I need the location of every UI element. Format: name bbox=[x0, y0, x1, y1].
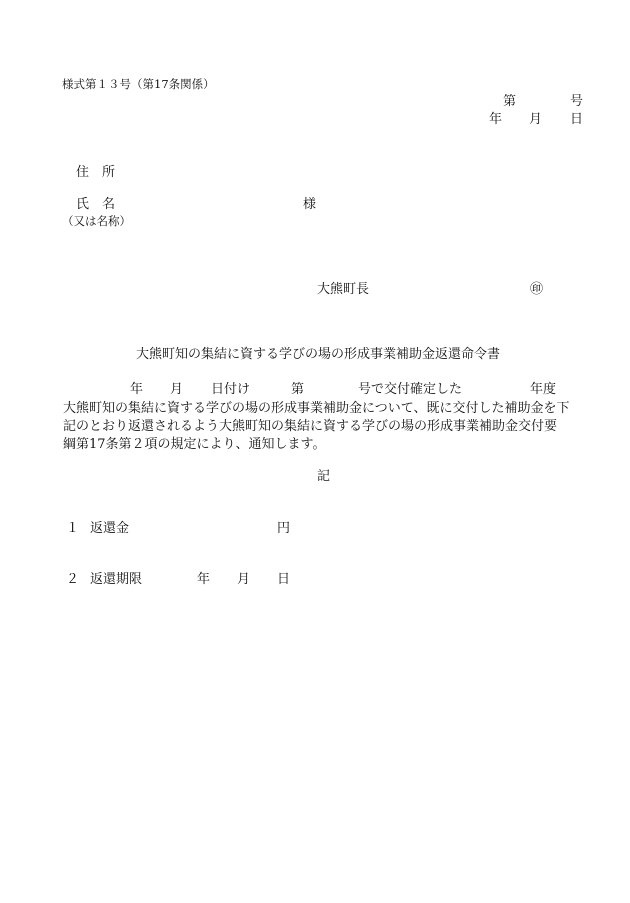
body-hizuke: 日付け bbox=[211, 382, 251, 397]
body-year: 年 bbox=[130, 382, 144, 397]
item-label-refund-amount: 返還金 bbox=[90, 521, 130, 536]
body-line: 綱第17条第２項の規定により、通知します。 bbox=[63, 437, 326, 452]
form-number: 様式第１３号（第17条関係） bbox=[62, 77, 215, 91]
ki-marker: 記 bbox=[317, 469, 331, 484]
body-nendo: 年度 bbox=[530, 382, 557, 397]
date-year: 年 bbox=[489, 112, 503, 127]
body-line: 大熊町知の集結に資する学びの場の形成事業補助金について、既に交付した補助金を下 bbox=[63, 401, 570, 416]
item-number: ２ bbox=[66, 572, 80, 587]
doc-number-dai: 第 bbox=[503, 94, 517, 109]
date-month: 月 bbox=[529, 112, 543, 127]
document-title: 大熊町知の集結に資する学びの場の形成事業補助金返還命令書 bbox=[136, 347, 501, 362]
doc-number-go: 号 bbox=[570, 94, 584, 109]
item-unit-yen: 円 bbox=[277, 521, 291, 536]
name-note: （又は名称） bbox=[62, 214, 131, 228]
address-label: 住 所 bbox=[76, 165, 116, 180]
deadline-year: 年 bbox=[197, 572, 211, 587]
seal-mark: ㊞ bbox=[530, 282, 544, 297]
honorific: 様 bbox=[303, 197, 317, 212]
item-number: １ bbox=[66, 521, 80, 536]
deadline-month: 月 bbox=[237, 572, 251, 587]
body-go-text: 号で交付確定した bbox=[358, 382, 463, 397]
name-label: 氏 名 bbox=[76, 197, 116, 212]
item-label-refund-deadline: 返還期限 bbox=[90, 572, 143, 587]
issuer-title: 大熊町長 bbox=[317, 282, 370, 297]
body-month: 月 bbox=[170, 382, 184, 397]
deadline-day: 日 bbox=[277, 572, 291, 587]
date-day: 日 bbox=[570, 112, 584, 127]
body-dai: 第 bbox=[291, 382, 305, 397]
body-line: 記のとおり返還されるよう大熊町知の集結に資する学びの場の形成事業補助金交付要 bbox=[63, 419, 558, 434]
